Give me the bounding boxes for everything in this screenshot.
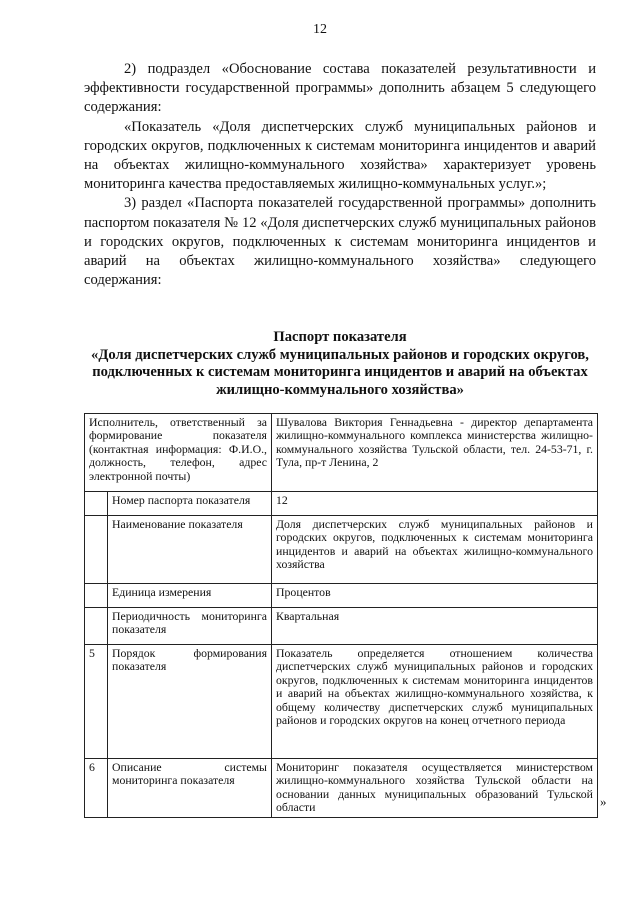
table-row: [85, 645, 598, 759]
table-cell-num: [85, 584, 108, 608]
table-cell-num: 6: [85, 759, 108, 818]
table-row: [85, 516, 598, 584]
table-row: [85, 584, 598, 608]
paragraph-section-amendment: 3) раздел «Паспорта показателей государственной программы» дополнить паспортом показателя № 12 «Доля диспетчерских служб муниципальных районов и городских округов, подключенных к системам мониторинга инцидентов и аварий на объектах жилищно-коммунального хозяйства» следующего содержания:: [84, 195, 596, 289]
table-cell-label: Номер паспорта показателя: [108, 492, 272, 516]
body-text: [84, 60, 596, 290]
table-cell-value: Мониторинг показателя осуществляется министерством жилищно-коммунального хозяйства Тульской области на основании данных муниципальных образований Тульской области: [272, 759, 598, 818]
table-cell-label: Единица измерения: [108, 584, 272, 608]
table-cell-num: [85, 608, 108, 645]
table-cell-value: 12: [272, 492, 598, 516]
table-cell-num: [85, 492, 108, 516]
table-cell-value: Доля диспетчерских служб муниципальных районов и городских округов, подключенных к системам мониторинга инцидентов и аварий на объектах жилищно-коммунального хозяйства: [272, 516, 598, 584]
table-row: [85, 608, 598, 645]
passport-title-line2: «Доля диспетчерских служб муниципальных районов и городских округов, подключенных к системам мониторинга инцидентов и аварий на объектах жилищно-коммунального хозяйства»: [91, 346, 589, 398]
passport-title: [84, 329, 596, 399]
table-cell-value: Шувалова Виктория Геннадьевна - директор департамента жилищно-коммунального комплекса министерства жилищно-коммунального хозяйства Тульской области, тел. 24-53-71, г. Тула, пр-т Ленина, 2: [272, 414, 598, 492]
table-cell-num: [85, 516, 108, 584]
paragraph-subsection-amendment: 2) подраздел «Обоснование состава показателей результативности и эффективности государственной программы» дополнить абзацем 5 следующего содержания:: [84, 61, 596, 116]
closing-quote: »: [600, 794, 607, 809]
passport-title-line1: Паспорт показателя: [273, 329, 407, 345]
table-cell-value: Показатель определяется отношением количества диспетчерских служб муниципальных районов и городских округов, подключенных к системам мониторинга инцидентов и аварий на объектах жилищно-коммунального хозяйства, к общему количеству диспетчерских служб муниципальных районов и городских округов на конец отчетного периода: [272, 645, 598, 759]
table-row: [85, 414, 598, 492]
table-cell-label: Исполнитель, ответственный за формирование показателя (контактная информация: Ф.И.О., должность, телефон, адрес электронной почты): [85, 414, 272, 492]
table-row: [85, 759, 598, 818]
table-cell-label: Периодичность мониторинга показателя: [108, 608, 272, 645]
table-cell-value: Процентов: [272, 584, 598, 608]
table-cell-num: 5: [85, 645, 108, 759]
page-number: 12: [313, 22, 327, 37]
table-cell-label: Описание системы мониторинга показателя: [108, 759, 272, 818]
table-cell-value: Квартальная: [272, 608, 598, 645]
table-cell-label: Порядок формирования показателя: [108, 645, 272, 759]
table-row: [85, 492, 598, 516]
passport-table: [84, 413, 598, 818]
table-cell-label: Наименование показателя: [108, 516, 272, 584]
paragraph-indicator-quote: «Показатель «Доля диспетчерских служб муниципальных районов и городских округов, подключенных к системам мониторинга инцидентов и аварий на объектах жилищно-коммунального хозяйства» характеризует уровень мониторинга качества предоставляемых жилищно-коммунальных услуг.»;: [84, 118, 596, 193]
